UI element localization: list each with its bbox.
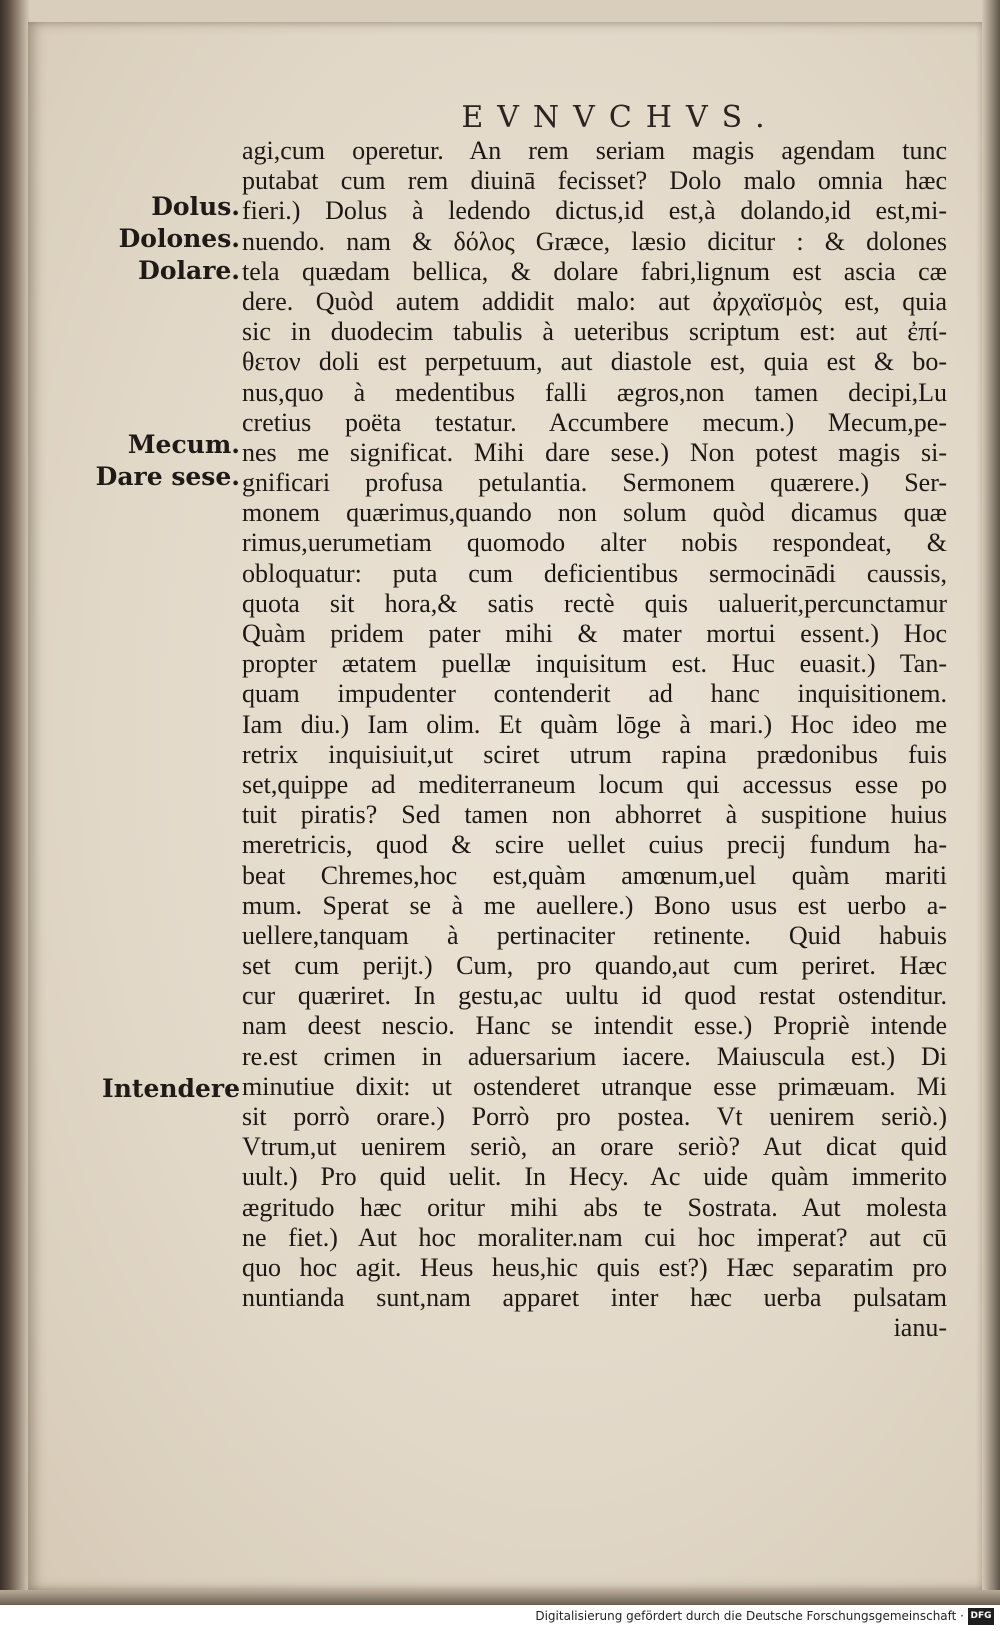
text-line: minutiue dixit: ut ostenderet utranque esse primæuam. Mi	[242, 1071, 947, 1101]
text-line: meretricis, quod & scire uellet cuius precij fundum ha-	[242, 830, 947, 860]
page-edge-right	[982, 0, 1000, 1605]
margin-notes	[0, 0, 240, 1400]
footer-bar	[0, 1605, 1000, 1631]
text-line: tuit piratis? Sed tamen non abhorret à suspitione huius	[242, 800, 947, 830]
text-line: mum. Sperat se à me auellere.) Bono usus est uerbo a-	[242, 890, 947, 920]
text-line: nes me significat. Mihi dare sese.) Non potest magis si-	[242, 437, 947, 467]
text-line: monem quærimus,quando non solum quòd dicamus quæ	[242, 498, 947, 528]
text-line: sit porrò orare.) Porrò pro postea. Vt uenirem seriò.)	[242, 1102, 947, 1131]
margin-note-dare-sese: Dare sese.	[95, 462, 240, 491]
text-line: tela quædam bellica, & dolare fabri,lignum est ascia cæ	[242, 256, 947, 286]
text-line: cretius poëta testatur. Accumbere mecum.) Mecum,pe-	[242, 407, 947, 437]
margin-note-dolones: Dolones.	[118, 224, 240, 253]
text-line: Vtrum,ut uenirem seriò, an orare seriò? Aut dicat quid	[242, 1132, 947, 1162]
margin-note-intendere: Intendere	[102, 1074, 240, 1103]
text-line: Iam diu.) Iam olim. Et quàm lōge à mari.) Hoc ideo me	[242, 709, 947, 739]
margin-note-mecum: Mecum.	[127, 430, 240, 459]
text-line: agi,cum operetur. An rem seriam magis agendam tunc	[242, 136, 947, 165]
text-line: propter ætatem puellæ inquisitum est. Huc euasit.) Tan-	[242, 649, 947, 679]
text-line: nuntianda sunt,nam apparet inter hæc uerba pulsatam	[242, 1283, 947, 1313]
text-line: rimus,uerumetiam quomodo alter nobis respondeat, &	[242, 528, 947, 558]
body-text	[242, 136, 947, 1344]
text-line: nuendo. nam & δόλος Græce, læsio dicitur : & dolones	[242, 226, 947, 256]
text-line: ne fiet.) Aut hoc moraliter.nam cui hoc imperat? aut cū	[242, 1222, 947, 1252]
text-line: set cum perijt.) Cum, pro quando,aut cum periret. Hæc	[242, 951, 947, 981]
text-line: quota sit hora,& satis rectè quis ualuerit,percunctamur	[242, 588, 947, 618]
text-line: gnificari profusa petulantia. Sermonem quærere.) Ser-	[242, 468, 947, 498]
dfg-logo[interactable]: DFG	[968, 1608, 994, 1625]
text-line: sic in duodecim tabulis à ueteribus scriptum est: aut ἐπί-	[242, 317, 947, 347]
text-line: θετον doli est perpetuum, aut diastole est, quia est & bo-	[242, 347, 947, 377]
text-line: dere. Quòd autem addidit malo: aut ἀρχαϊσμὸς est, quia	[242, 286, 947, 316]
running-head: EVNVCHVS.	[461, 100, 779, 135]
text-line: obloquatur: puta cum deficientibus sermocinādi caussis,	[242, 558, 947, 588]
text-line: Quàm pridem pater mihi & mater mortui essent.) Hoc	[242, 619, 947, 648]
text-line: beat Chremes,hoc est,quàm amœnum,uel quàm mariti	[242, 860, 947, 890]
page-edge-bottom	[0, 1590, 1000, 1605]
text-line: ægritudo hæc oritur mihi abs te Sostrata. Aut molesta	[242, 1192, 947, 1222]
text-line: nus,quo à medentibus falli ægros,non tamen decipi,Lu	[242, 377, 947, 407]
margin-note-dolare: Dolare.	[138, 256, 240, 285]
text-line: uellere,tanquam à pertinaciter retinente. Quid habuis	[242, 920, 947, 950]
funding-credit: Digitalisierung gefördert durch die Deutsche Forschungsgemeinschaft ·	[535, 1609, 964, 1623]
catchword: ianu-	[893, 1313, 947, 1343]
text-line: uult.) Pro quid uelit. In Hecy. Ac uide quàm immerito	[242, 1162, 947, 1192]
text-line: quo hoc agit. Heus heus,hic quis est?) Hæc separatim pro	[242, 1252, 947, 1282]
text-line: re.est crimen in aduersarium iacere. Maiuscula est.) Di	[242, 1041, 947, 1071]
text-line: putabat cum rem diuinā fecisset? Dolo malo omnia hæc	[242, 166, 947, 196]
text-line: nam deest nescio. Hanc se intendit esse.) Propriè intende	[242, 1011, 947, 1041]
text-line: quam impudenter contenderit ad hanc inquisitionem.	[242, 679, 947, 709]
text-line: cur quæriret. In gestu,ac uultu id quod restat ostenditur.	[242, 981, 947, 1011]
text-line: set,quippe ad mediterraneum locum qui accessus esse po	[242, 769, 947, 799]
text-line: fieri.) Dolus à ledendo dictus,id est,à dolando,id est,mi-	[242, 196, 947, 226]
text-line: retrix inquisiuit,ut sciret utrum rapina prædonibus fuis	[242, 739, 947, 769]
margin-note-dolus: Dolus.	[151, 192, 240, 221]
